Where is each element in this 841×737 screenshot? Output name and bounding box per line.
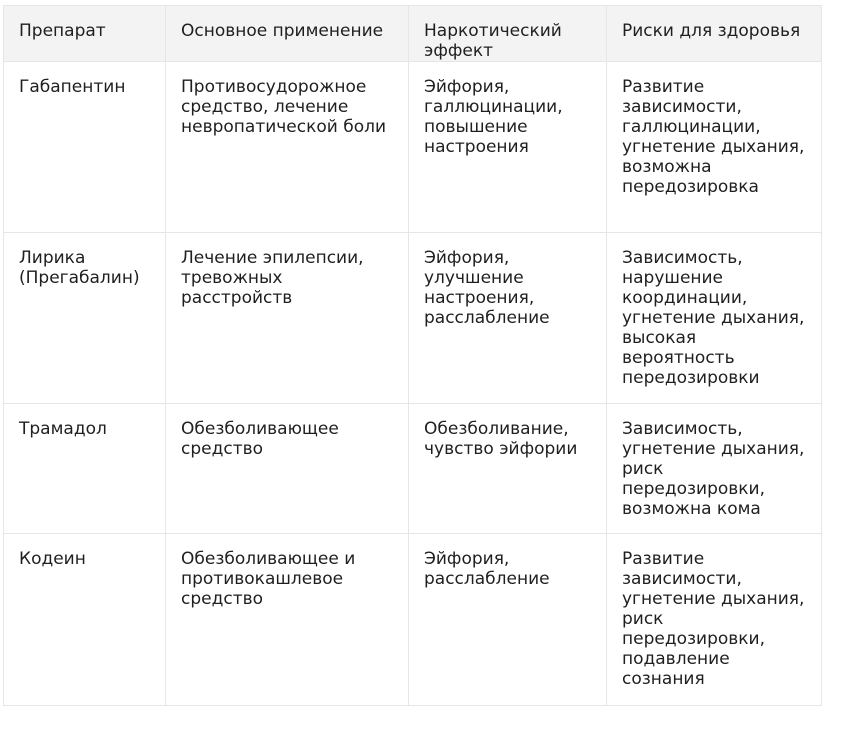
cell-narcotic-effect: Обезболивание, чувство эйфории bbox=[409, 404, 607, 534]
cell-main-use: Противосудорожное средство, лечение невропатической боли bbox=[166, 62, 409, 233]
cell-drug: Габапентин bbox=[4, 62, 166, 233]
cell-health-risks: Развитие зависимости, угнетение дыхания, риск передозировки, подавление сознания bbox=[607, 534, 822, 706]
cell-health-risks: Зависимость, нарушение координации, угнетение дыхания, высокая вероятность передозировки bbox=[607, 233, 822, 404]
cell-main-use: Лечение эпилепсии, тревожных расстройств bbox=[166, 233, 409, 404]
cell-drug: Кодеин bbox=[4, 534, 166, 706]
cell-main-use: Обезболивающее и противокашлевое средство bbox=[166, 534, 409, 706]
cell-drug: Лирика (Прегабалин) bbox=[4, 233, 166, 404]
header-health-risks: Риски для здоровья bbox=[607, 6, 822, 62]
header-drug: Препарат bbox=[4, 6, 166, 62]
drug-comparison-table-container bbox=[3, 5, 821, 706]
cell-narcotic-effect: Эйфория, галлюцинации, повышение настроения bbox=[409, 62, 607, 233]
table-header bbox=[4, 6, 822, 62]
cell-main-use: Обезболивающее средство bbox=[166, 404, 409, 534]
header-main-use: Основное применение bbox=[166, 6, 409, 62]
cell-narcotic-effect: Эйфория, улучшение настроения, расслабление bbox=[409, 233, 607, 404]
header-row bbox=[4, 6, 822, 62]
table-body bbox=[4, 62, 822, 706]
cell-health-risks: Зависимость, угнетение дыхания, риск передозировки, возможна кома bbox=[607, 404, 822, 534]
table-row bbox=[4, 534, 822, 706]
table-row bbox=[4, 404, 822, 534]
cell-drug: Трамадол bbox=[4, 404, 166, 534]
cell-narcotic-effect: Эйфория, расслабление bbox=[409, 534, 607, 706]
header-narcotic-effect: Наркотический эффект bbox=[409, 6, 607, 62]
table-row bbox=[4, 62, 822, 233]
table-row bbox=[4, 233, 822, 404]
drug-comparison-table bbox=[3, 5, 822, 706]
cell-health-risks: Развитие зависимости, галлюцинации, угнетение дыхания, возможна передозировка bbox=[607, 62, 822, 233]
